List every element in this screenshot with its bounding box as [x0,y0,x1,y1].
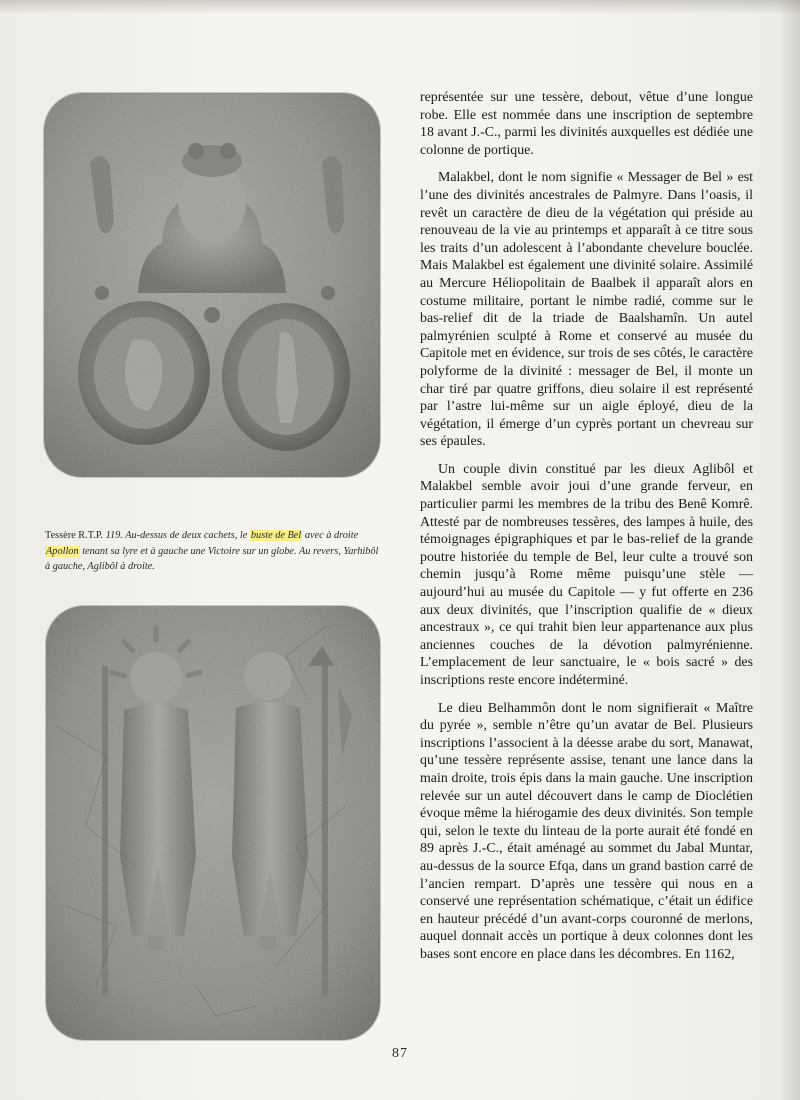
tessera-top-image [44,93,380,477]
page-top-shadow [0,0,800,14]
paragraph-continuation: représentée sur une tessère, debout, vêtue d’une longue robe. Elle est nommée dans une inscription de septembre 18 avant J.-C., parmi les divinités auxquelles est dédiée une colonne de portique. [420,90,753,158]
caption-highlight-bel: buste de Bel [250,530,302,541]
caption-ref: Tessère R.T.P. [45,530,103,541]
paragraph-belhammon: Le dieu Belhammôn dont le nom signifierait « Maître du pyrée », semble n’être qu’un avatar de Bel. Plusieurs inscriptions l’associent à la déesse arabe du sort, Manawat, qu’une tessère représente assise, tenant une lance dans la main droite, trois épis dans la main gauche. Une inscription relevée sur un autel découvert dans le camp de Dioclétien évoque même la hiérogamie des deux divinités. Son temple qui, selon le texte du linteau de la porte aurait été fondé en 89 après J.-C., était aménagé au sommet du Jabal Muntar, au-dessus de la source Efqa, dans un grand bastion carré de l’ancien rempart. D’après une tessère qui nous en a conservé une représentation schématique, c’était un édifice en hauteur précédé d’un avant-corps couronné de merlons, auquel donnait accès un portique à deux colonnes dont les bases sont encore en place dans les décombres. En 1162, [420,700,753,962]
body-text-column [420,89,753,974]
tessera-bottom-image [46,606,380,1040]
caption-part2: avec à droite [304,530,359,541]
caption-part1: Au-dessus de deux cachets, le [125,530,248,541]
tessera-photo-bottom [46,606,380,1040]
paragraph-malakbel: Malakbel, dont le nom signifie « Messager de Bel » est l’une des divinités ancestrales de Palmyre. Dans l’oasis, il revêt un caractère de dieu de la végétation qui préside au renouveau de la vie au printemps et apparaît à ce titre sous les traits d’un adolescent à l’abondante chevelure bouclée. Mais Malakbel est également une divinité solaire. Assimilé au Mercure Héliopolitain de Baalbek il apparaît alors en costume militaire, portant le nimbe radié, comme sur le bas-relief dit de la triade de Baalshamîn. Un autel palmyrénien sculpté à Rome et conservé au musée du Capitole met en évidence, sur trois de ses côtés, le caractère polyforme de la divinité : messager de Bel, il monte un char tiré par quatre griffons, dieu solaire il est représenté par l’astre lui-même sur un aigle éployé, dieu de la végétation, il émerge d’un cyprès portant un chevreau sur ses épaules. [420,170,753,450]
page-number: 87 [392,1046,408,1061]
paragraph-aglibol-malakbel: Un couple divin constitué par les dieux Aglibôl et Malakbel semble avoir joui d’une grande ferveur, en particulier parmi les membres de la tribu des Benê Komrê. Attesté par de nombreuses tessères, des lampes à huile, des témoignages épigraphiques et par le bas-relief de la grande poutre historiée du temple de Bel, leur culte a trouvé son chemin jusqu’à Rome même puisqu’une stèle — aujourd’hui au musée du Capitole — y fut offerte en 236 aux deux divinités, que l’inscription qualifie de « dieux ancestraux », ce qui trahit bien leur appartenance aux plus anciennes couches de la dévotion palmyrénienne. L’emplacement de leur sanctuaire, le « bois sacré » des inscriptions reste encore indéterminé. [420,461,753,688]
figure-caption [45,528,385,575]
tessera-photo-top [44,93,380,477]
page-edge-shadow [778,0,800,1100]
caption-number: 119. [105,530,123,541]
caption-part3: tenant sa lyre et à gauche une Victoire sur un globe. Au revers, Yarhibôl à gauche, Aglibôl à droite. [45,545,379,572]
caption-highlight-apollon: Apollon [46,545,79,557]
